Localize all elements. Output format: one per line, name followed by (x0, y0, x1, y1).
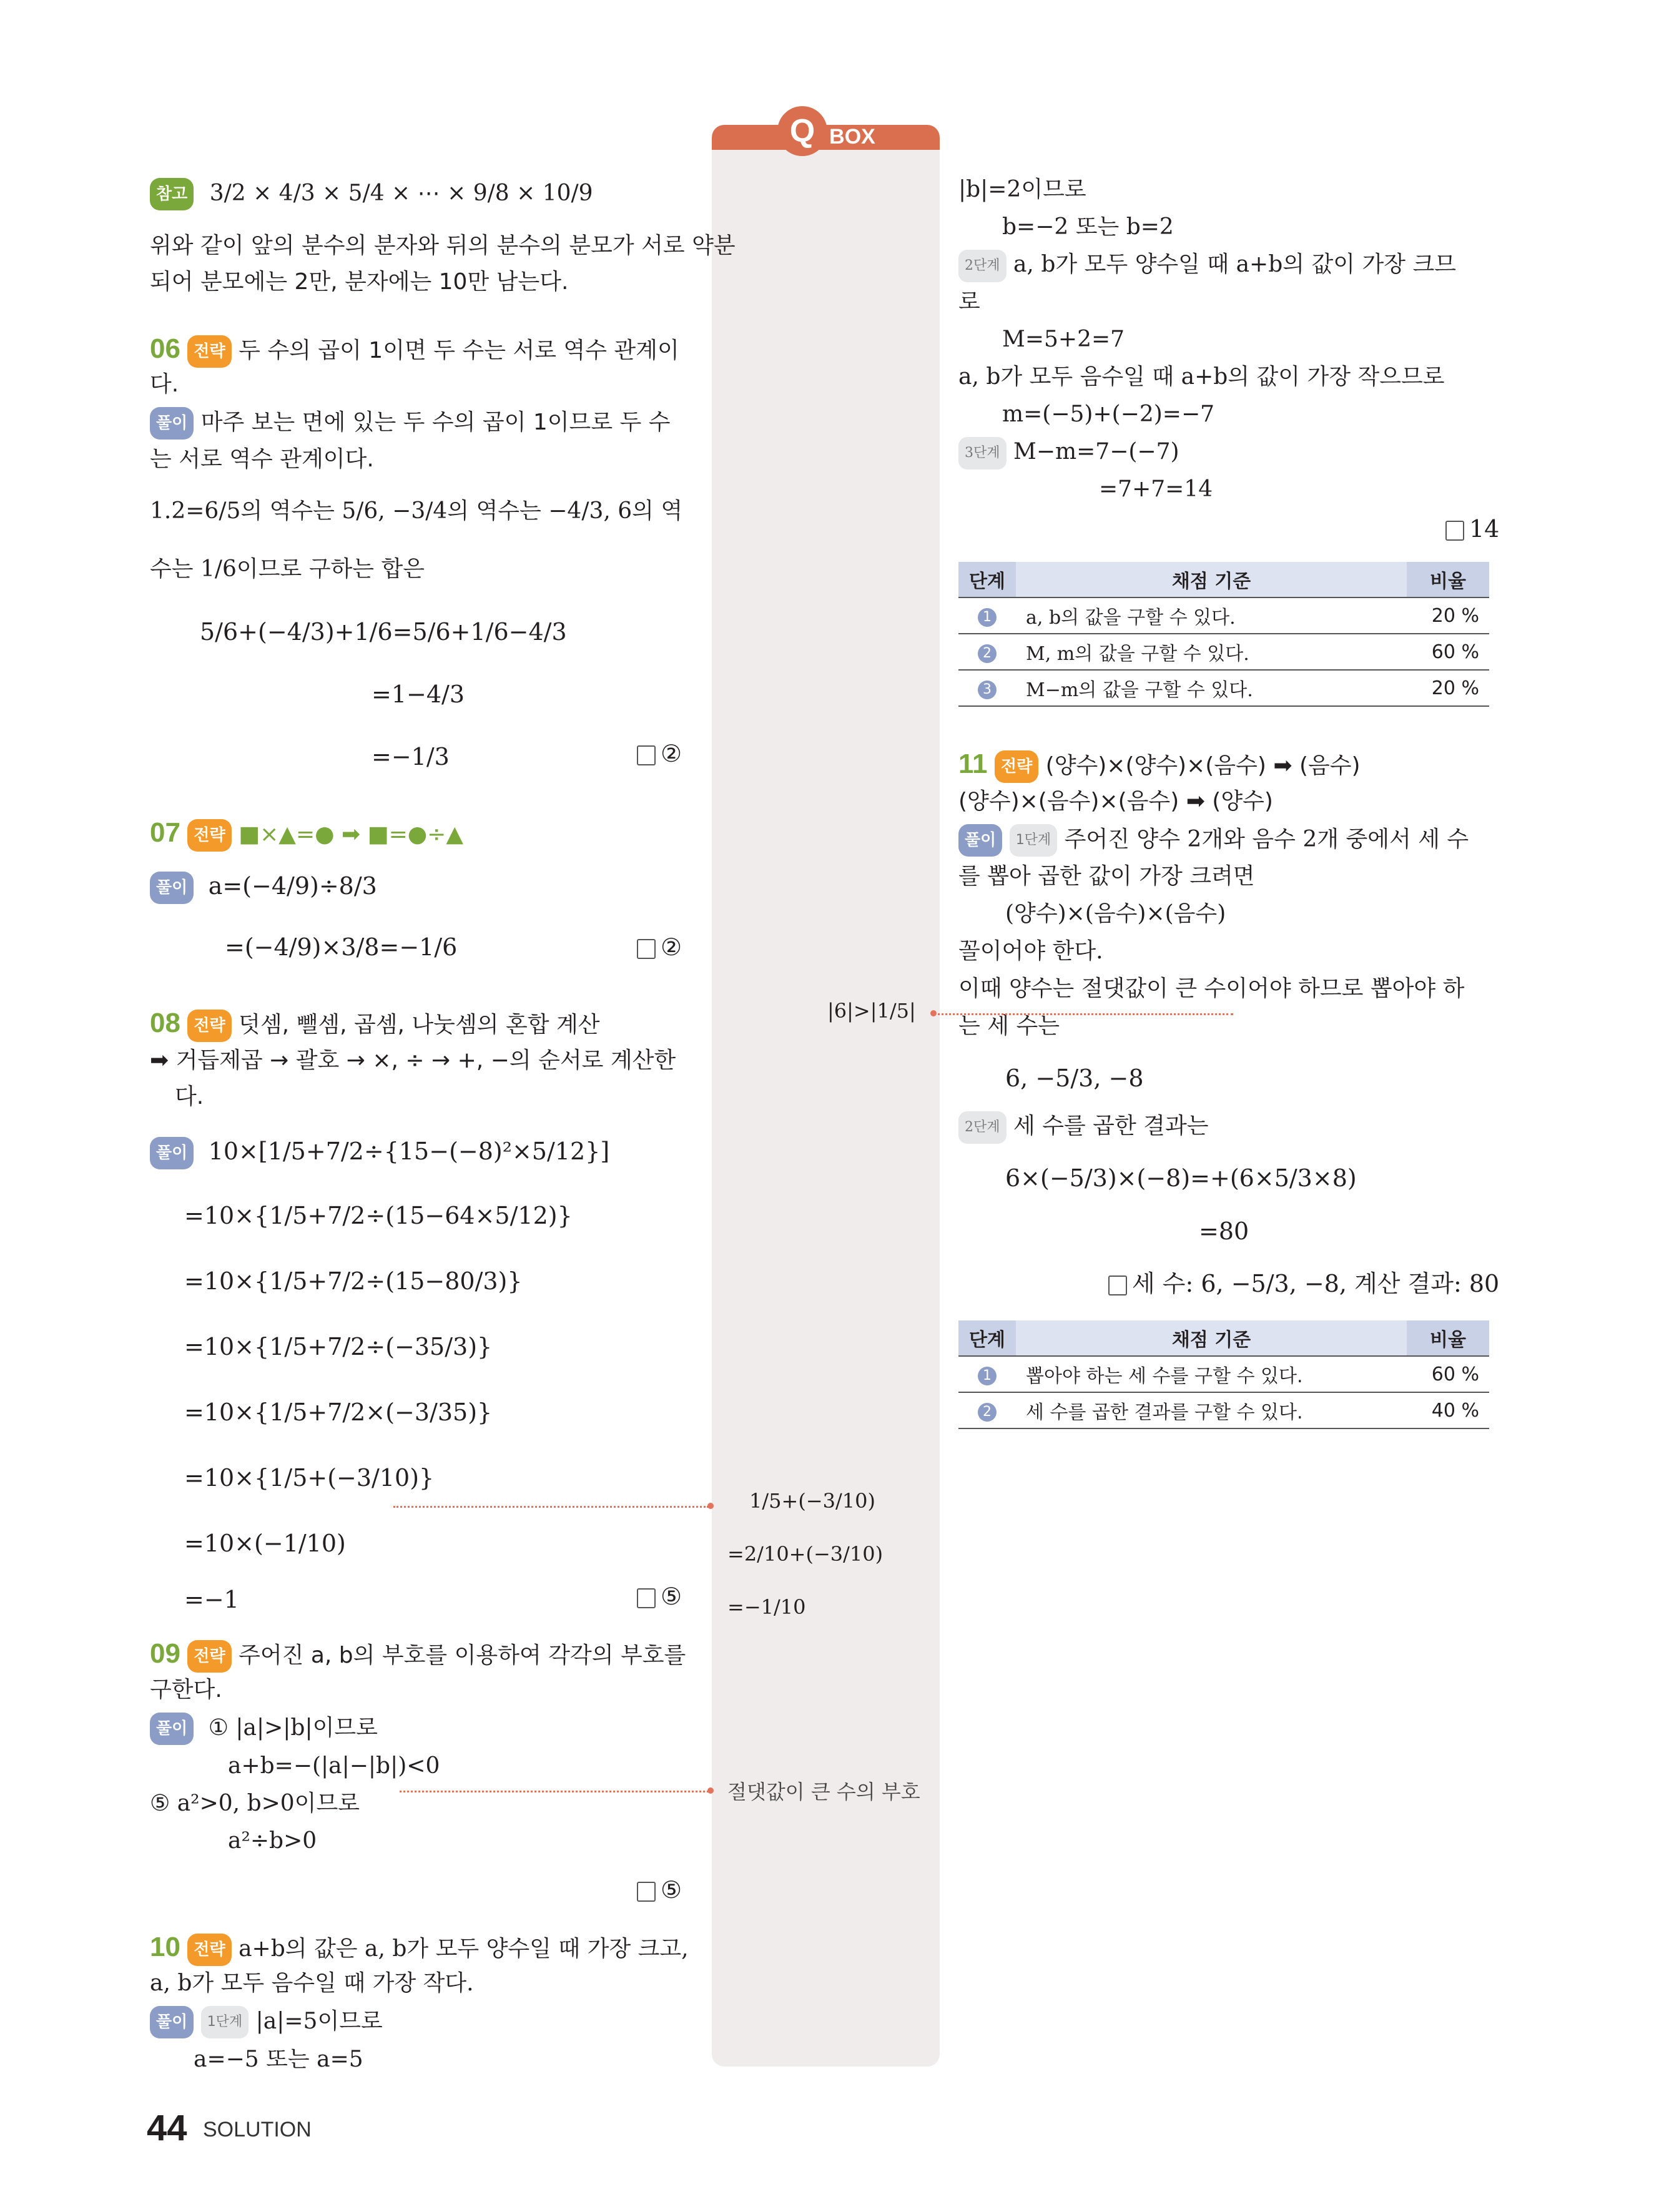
p07-eq-1: a=(−4/9)÷8/3 (208, 872, 377, 900)
footer-label: SOLUTION (203, 2118, 312, 2141)
p11-answer: 세 수: 6, −5/3, −8, 계산 결과: 80 (1108, 1264, 1499, 1299)
p10-strategy (150, 1932, 689, 1966)
step-1-badge: 1단계 (1010, 824, 1058, 857)
p11-line-10: =80 (1199, 1217, 1249, 1245)
p07-solution (150, 871, 377, 904)
ref-label: 참고 (150, 178, 194, 210)
ref-expression: 3/2 × 4/3 × 5/4 × ⋯ × 9/8 × 10/9 (209, 180, 593, 206)
svg-text:BOX: BOX (829, 125, 875, 149)
p08-eq-4: =10×{1/5+7/2÷(−35/3)} (184, 1333, 493, 1360)
p08-strategy-3: 다. (175, 1084, 204, 1109)
p10-right-9: =7+7=14 (1099, 476, 1213, 502)
p06-strategy-text: 두 수의 곱이 1이면 두 수는 서로 역수 관계이 (239, 338, 679, 363)
table-row (958, 670, 1489, 706)
p09-line-2: a+b=−(|a|−|b|)<0 (228, 1753, 440, 1779)
p11-line-6: 는 세 수는 (958, 1013, 1060, 1039)
table-row (958, 1356, 1489, 1392)
solution-badge: 풀이 (150, 1137, 194, 1169)
p06-eq-3: =−1/3 (372, 743, 450, 770)
p06-line-3: 1.2=6/5의 역수는 5/6, −3/4의 역수는 −4/3, 6의 역 (150, 498, 683, 524)
table-row (958, 634, 1489, 670)
p08-solution (150, 1136, 609, 1169)
p06-eq-2: =1−4/3 (372, 681, 465, 708)
p10-right-3-text: a, b가 모두 양수일 때 a+b의 값이 가장 크므 (1013, 252, 1457, 277)
p08-eq-2: =10×{1/5+7/2÷(15−64×5/12)} (184, 1202, 573, 1229)
svg-text:Q: Q (789, 113, 815, 149)
p09-strategy-text: 주어진 a, b의 부호를 이용하여 각각의 부호를 (239, 1643, 686, 1668)
table-cell-ratio: 60 % (1407, 634, 1489, 670)
p08-eq-8: =−1 (184, 1586, 239, 1613)
table-header-criteria: 채점 기준 (1016, 562, 1407, 597)
p11-line-7: 6, −5/3, −8 (1005, 1064, 1144, 1092)
answer-icon (637, 1588, 656, 1608)
table-cell-criteria: 뽑아야 하는 세 수를 구할 수 있다. (1016, 1356, 1407, 1392)
table-header-ratio: 비율 (1407, 1320, 1489, 1356)
p11-grading-table (958, 1320, 1489, 1429)
solution-badge: 풀이 (150, 1713, 194, 1745)
p06-strategy-cont: 다. (150, 371, 179, 397)
p08-side-3: =−1/10 (727, 1595, 806, 1619)
p07-eq-2: =(−4/9)×3/8=−1/6 (225, 933, 458, 961)
table-cell-ratio: 40 % (1407, 1392, 1489, 1428)
step-2-badge: 2단계 (958, 1111, 1007, 1144)
p09-answer: ⑤ (637, 1876, 682, 1904)
p10-right-8-text: M−m=7−(−7) (1013, 439, 1179, 465)
page-number: 44 (147, 2108, 187, 2148)
p06-eq-1: 5/6+(−4/3)+1/6=5/6+1/6−4/3 (200, 618, 567, 646)
p11-strategy-text: (양수)×(양수)×(음수) ➡ (음수) (1045, 753, 1361, 779)
answer-icon (1108, 1276, 1127, 1295)
p06-number: 06 (150, 333, 180, 364)
table-row (958, 1392, 1489, 1428)
step-marker: 3 (978, 681, 997, 699)
step-3-badge: 3단계 (958, 437, 1007, 469)
p06-line-4: 수는 1/6이므로 구하는 합은 (150, 556, 425, 582)
p08-side-2: =2/10+(−3/10) (727, 1542, 884, 1566)
p11-strategy-2: (양수)×(음수)×(음수) ➡ (양수) (958, 789, 1273, 814)
p10-right-1: |b|=2이므로 (958, 177, 1086, 202)
step-marker: 2 (978, 644, 997, 663)
p11-line-3: (양수)×(음수)×(음수) (1005, 901, 1226, 927)
p08-strategy (150, 1008, 600, 1042)
strategy-badge: 전략 (187, 335, 231, 368)
p09-connector (400, 1791, 709, 1792)
p07-number: 07 (150, 817, 180, 848)
p10-number: 10 (150, 1932, 180, 1962)
strategy-badge: 전략 (187, 1010, 231, 1042)
p11-line-2: 를 뽑아 곱한 값이 가장 크려면 (958, 863, 1255, 889)
p06-sol-cont: 는 서로 역수 관계이다. (150, 446, 374, 472)
p06-strategy (150, 334, 679, 368)
table-header-step: 단계 (958, 562, 1016, 597)
p11-line-1: 주어진 양수 2개와 음수 2개 중에서 세 수 (1064, 827, 1469, 852)
ref-block (150, 178, 593, 210)
step-marker: 1 (978, 1367, 997, 1385)
p11-line-8-text: 세 수를 곱한 결과는 (1013, 1113, 1209, 1139)
table-cell-ratio: 60 % (1407, 1356, 1489, 1392)
step-marker: 2 (978, 1403, 997, 1422)
table-cell-ratio: 20 % (1407, 597, 1489, 634)
strategy-badge: 전략 (995, 750, 1038, 783)
p10-strategy-2: a, b가 모두 음수일 때 가장 작다. (150, 1970, 474, 1996)
p10-right-5: M=5+2=7 (1002, 327, 1125, 352)
answer-icon (637, 939, 656, 959)
strategy-badge: 전략 (187, 1640, 231, 1673)
p10-right-8 (958, 437, 1179, 469)
p11-line-5: 이때 양수는 절댓값이 큰 수이어야 하므로 뽑아야 하 (958, 976, 1465, 1001)
p07-answer: ② (637, 933, 682, 961)
p09-number: 09 (150, 1638, 180, 1669)
strategy-badge: 전략 (187, 819, 231, 852)
connector-dot (707, 1787, 714, 1794)
table-cell-criteria: M−m의 값을 구할 수 있다. (1016, 670, 1407, 706)
table-cell-criteria: M, m의 값을 구할 수 있다. (1016, 634, 1407, 670)
table-cell-criteria: a, b의 값을 구할 수 있다. (1016, 597, 1407, 634)
solution-badge: 풀이 (958, 824, 1002, 857)
p10-answer: 14 (1445, 515, 1499, 543)
p08-connector (393, 1506, 709, 1508)
p08-strategy-2: ➡ 거듭제곱 → 괄호 → ×, ÷ → +, −의 순서로 계산한 (150, 1048, 676, 1073)
p11-side-note: |6|>|1/5| (827, 999, 916, 1023)
p08-eq-7: =10×(−1/10) (184, 1530, 346, 1557)
p10-strategy-text: a+b의 값은 a, b가 모두 양수일 때 가장 크고, (239, 1936, 689, 1962)
p10-right-3 (958, 250, 1456, 282)
p11-solution (958, 824, 1469, 857)
table-header-criteria: 채점 기준 (1016, 1320, 1407, 1356)
qbox-logo (765, 103, 890, 159)
p10-grading-table (958, 562, 1489, 707)
p06-solution (150, 407, 671, 440)
p10-right-2: b=−2 또는 b=2 (1002, 214, 1174, 240)
p10-right-4: 로 (958, 289, 980, 315)
answer-icon (637, 745, 656, 765)
ref-text-2: 되어 분모에는 2만, 분자에는 10만 남는다. (150, 269, 569, 295)
p08-side-1: 1/5+(−3/10) (749, 1489, 875, 1513)
table-header-step: 단계 (958, 1320, 1016, 1356)
p09-line-4: a²÷b>0 (228, 1828, 317, 1854)
p08-strategy-text: 덧셈, 뺄셈, 곱셈, 나눗셈의 혼합 계산 (239, 1012, 600, 1038)
p08-number: 08 (150, 1008, 180, 1038)
p09-side-note: 절댓값이 큰 수의 부호 (727, 1780, 920, 1804)
step-2-badge: 2단계 (958, 250, 1007, 282)
p08-eq-5: =10×{1/5+7/2×(−3/35)} (184, 1398, 493, 1426)
solution-badge: 풀이 (150, 2006, 194, 2038)
p09-line-1: ① |a|>|b|이므로 (208, 1715, 378, 1741)
p09-solution (150, 1713, 378, 1745)
table-header-ratio: 비율 (1407, 562, 1489, 597)
connector-dot (707, 1503, 714, 1509)
table-cell-ratio: 20 % (1407, 670, 1489, 706)
p10-line-1: |a|=5이므로 (255, 2008, 383, 2034)
p06-answer: ② (637, 740, 682, 767)
p06-sol-text: 마주 보는 면에 있는 두 수의 곱이 1이므로 두 수 (200, 410, 671, 435)
p11-line-4: 꼴이어야 한다. (958, 938, 1103, 964)
p11-connector (933, 1013, 1233, 1015)
p08-eq-6: =10×{1/5+(−3/10)} (184, 1464, 435, 1492)
p08-answer: ⑤ (637, 1583, 682, 1610)
answer-icon (1445, 521, 1464, 541)
p10-right-6: a, b가 모두 음수일 때 a+b의 값이 가장 작으므로 (958, 364, 1445, 390)
p09-line-3: ⑤ a²>0, b>0이므로 (150, 1791, 360, 1816)
table-cell-criteria: 세 수를 곱한 결과를 구할 수 있다. (1016, 1392, 1407, 1428)
p09-strategy-2: 구한다. (150, 1677, 222, 1703)
strategy-badge: 전략 (187, 1934, 231, 1966)
p09-strategy (150, 1639, 686, 1673)
p07-strategy-text: ■×▲=● ➡ ■=●÷▲ (239, 822, 464, 847)
p10-right-7: m=(−5)+(−2)=−7 (1002, 401, 1215, 427)
p11-strategy (958, 749, 1361, 783)
p07-strategy (150, 818, 463, 852)
p11-line-8 (958, 1111, 1209, 1144)
connector-dot (930, 1010, 937, 1016)
p10-solution (150, 2006, 383, 2038)
p11-line-9: 6×(−5/3)×(−8)=+(6×5/3×8) (1005, 1164, 1357, 1192)
solution-badge: 풀이 (150, 407, 194, 440)
step-marker: 1 (978, 608, 997, 627)
p08-eq-3: =10×{1/5+7/2÷(15−80/3)} (184, 1267, 523, 1295)
answer-icon (637, 1882, 656, 1902)
step-1-badge: 1단계 (201, 2006, 249, 2038)
table-row (958, 597, 1489, 634)
ref-text-1: 위와 같이 앞의 분수의 분자와 뒤의 분수의 분모가 서로 약분 (150, 233, 736, 258)
p08-eq-1: 10×[1/5+7/2÷{15−(−8)²×5/12}] (208, 1138, 610, 1165)
solution-badge: 풀이 (150, 872, 194, 904)
p10-line-2: a=−5 또는 a=5 (194, 2047, 363, 2072)
p11-number: 11 (958, 749, 988, 779)
